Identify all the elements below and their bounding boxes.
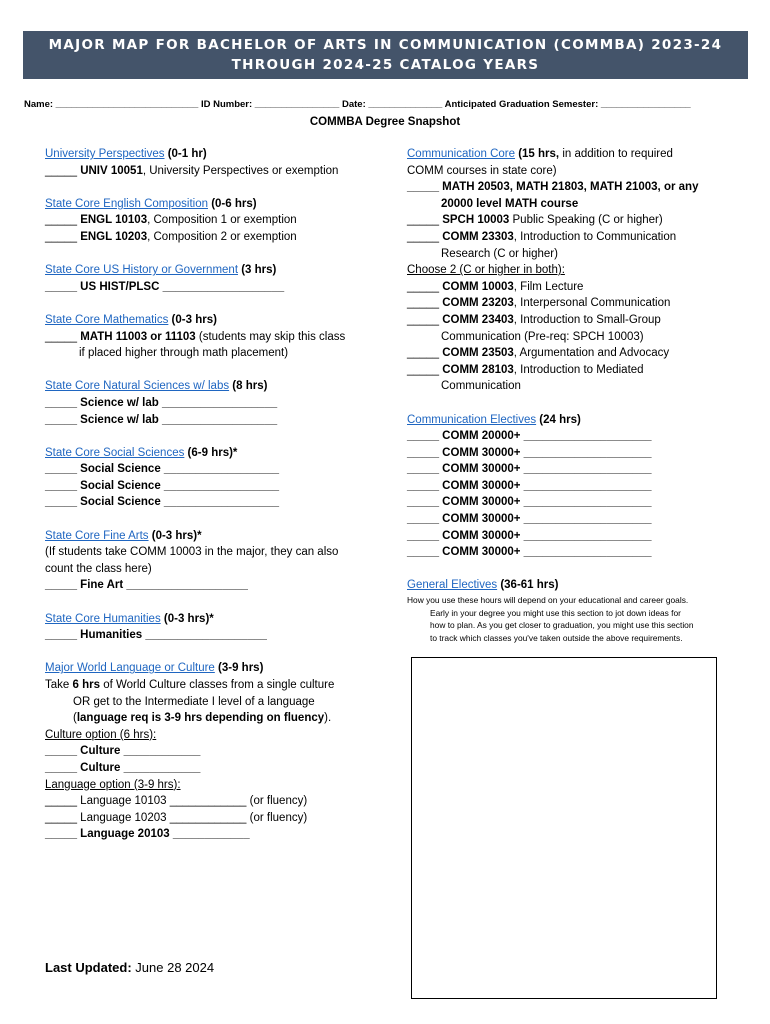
note-line: (If students take COMM 10003 in the major, they can also [45,546,339,559]
section-heading: General Electives (36-61 hrs) [407,579,559,592]
requirement-line: _____ Science w/ lab __________________ [45,396,278,409]
natural-sciences-link[interactable]: State Core Natural Sciences w/ labs [45,380,230,393]
language-option-label: Language option (3-9 hrs): [45,778,181,791]
requirement-line: _____ Language 10203 ____________ (or fluency) [45,811,308,824]
note-line: OR get to the Intermediate I level of a language [73,695,315,708]
general-electives-description: How you use these hours will depend on your educational and career goals. [407,595,689,606]
section-heading: Communication Core (15 hrs, in addition to required [407,148,673,160]
requirement-line: _____ SPCH 10003 Public Speaking (C or higher) [407,214,663,227]
choose-two-label: Choose 2 (C or higher in both): [407,264,565,277]
requirement-line: _____ Social Science __________________ [45,496,280,509]
general-electives-description: to track which classes you've taken outside the above requirements. [430,632,683,643]
us-history-link[interactable]: State Core US History or Government [45,264,239,277]
general-electives-description: how to plan. As you get closer to graduation, you might use this section [430,620,694,631]
communication-electives-link[interactable]: Communication Electives [407,413,537,426]
elective-line: _____ COMM 30000+ ____________________ [407,463,652,476]
section-heading: University Perspectives (0-1 hr) [45,148,207,160]
requirement-line: _____ Science w/ lab __________________ [45,413,278,426]
requirement-line: _____ MATH 20503, MATH 21803, MATH 21003, or any [407,181,699,194]
requirement-line: _____ UNIV 10051, University Perspectives or exemption [45,164,339,177]
requirement-continuation: Research (C or higher) [441,247,558,260]
note-line: COMM courses in state core) [407,164,557,177]
requirement-line: _____ Fine Art ___________________ [45,579,248,592]
requirement-line: _____ COMM 23403, Introduction to Small-Group [407,313,661,326]
university-perspectives-link[interactable]: University Perspectives [45,148,165,160]
requirement-line: _____ Culture ____________ [45,745,201,758]
requirement-line: _____ COMM 23303, Introduction to Communication [407,230,677,243]
culture-option-label: Culture option (6 hrs): [45,728,157,741]
section-heading: Major World Language or Culture (3-9 hrs) [45,662,264,675]
elective-line: _____ COMM 20000+ ____________________ [407,430,652,443]
section-heading: State Core Fine Arts (0-3 hrs)* [45,529,202,542]
section-heading: State Core Humanities (0-3 hrs)* [45,612,214,625]
title-line-2: THROUGH 2024-25 CATALOG YEARS [231,57,540,73]
elective-line: _____ COMM 30000+ ____________________ [407,529,652,542]
requirement-line: _____ Culture ____________ [45,761,201,774]
elective-line: _____ COMM 30000+ ____________________ [407,496,652,509]
snapshot-title: COMMBA Degree Snapshot [309,116,461,128]
requirement-line: _____ Humanities ___________________ [45,629,267,642]
section-heading: State Core Natural Sciences w/ labs (8 hrs) [45,380,268,393]
section-heading: Communication Electives (24 hrs) [407,413,581,426]
humanities-link[interactable]: State Core Humanities [45,612,161,625]
requirement-line: _____ COMM 23203, Interpersonal Communication [407,297,671,310]
note-line: count the class here) [45,562,152,575]
note-line: (language req is 3-9 hrs depending on fluency). [73,712,332,725]
requirement-continuation: if placed higher through math placement) [79,347,289,360]
title-line-1: MAJOR MAP FOR BACHELOR OF ARTS IN COMMUNICATION (COMMBA) 2023-24 [48,37,723,53]
section-heading: State Core US History or Government (3 hrs) [45,264,277,277]
requirement-line: _____ COMM 23503, Argumentation and Advocacy [407,347,670,360]
requirement-continuation: 20000 level MATH course [441,197,579,210]
general-electives-link[interactable]: General Electives [407,579,498,592]
english-composition-link[interactable]: State Core English Composition [45,197,208,210]
requirement-line: _____ COMM 28103, Introduction to Mediated [407,363,644,376]
left-column [45,146,375,843]
general-electives-description: Early in your degree you might use this section to jot down ideas for [430,607,681,618]
requirement-continuation: Communication [441,380,521,393]
requirement-line: _____ MATH 11003 or 11103 (students may skip this class [45,330,346,343]
note-line: Take 6 hrs of World Culture classes from a single culture [45,679,335,691]
requirement-line: _____ US HIST/PLSC ___________________ [45,280,285,293]
last-updated: Last Updated: June 28 2024 [45,960,215,975]
requirement-line: _____ Social Science __________________ [45,463,280,476]
requirement-continuation: Communication (Pre-req: SPCH 10003) [441,330,644,343]
section-heading: State Core Mathematics (0-3 hrs) [45,313,217,326]
mathematics-link[interactable]: State Core Mathematics [45,313,169,326]
elective-line: _____ COMM 30000+ ____________________ [407,546,652,559]
general-electives-notes-box[interactable] [411,657,717,999]
requirement-line: _____ ENGL 10203, Composition 2 or exemption [45,230,297,243]
title-banner [23,31,748,79]
fine-arts-link[interactable]: State Core Fine Arts [45,529,149,542]
elective-line: _____ COMM 30000+ ____________________ [407,479,652,492]
elective-line: _____ COMM 30000+ ____________________ [407,446,652,459]
requirement-line: _____ Language 10103 ____________ (or fluency) [45,795,308,808]
requirement-line: _____ Language 20103 ____________ [45,828,250,841]
student-info-line: Name: ___________________________ ID Number: ________________ Date: ______________ Anticipated Graduation Semester: _________________ [24,99,691,110]
social-sciences-link[interactable]: State Core Social Sciences [45,446,185,459]
elective-line: _____ COMM 30000+ ____________________ [407,513,652,526]
requirement-line: _____ ENGL 10103, Composition 1 or exemption [45,214,297,227]
requirement-line: _____ Social Science __________________ [45,479,280,492]
section-heading: State Core Social Sciences (6-9 hrs)* [45,446,238,459]
requirement-line: _____ COMM 10003, Film Lecture [407,280,584,293]
right-column [407,146,747,644]
section-heading: State Core English Composition (0-6 hrs) [45,197,257,210]
world-language-link[interactable]: Major World Language or Culture [45,662,215,675]
communication-core-link[interactable]: Communication Core [407,148,516,160]
